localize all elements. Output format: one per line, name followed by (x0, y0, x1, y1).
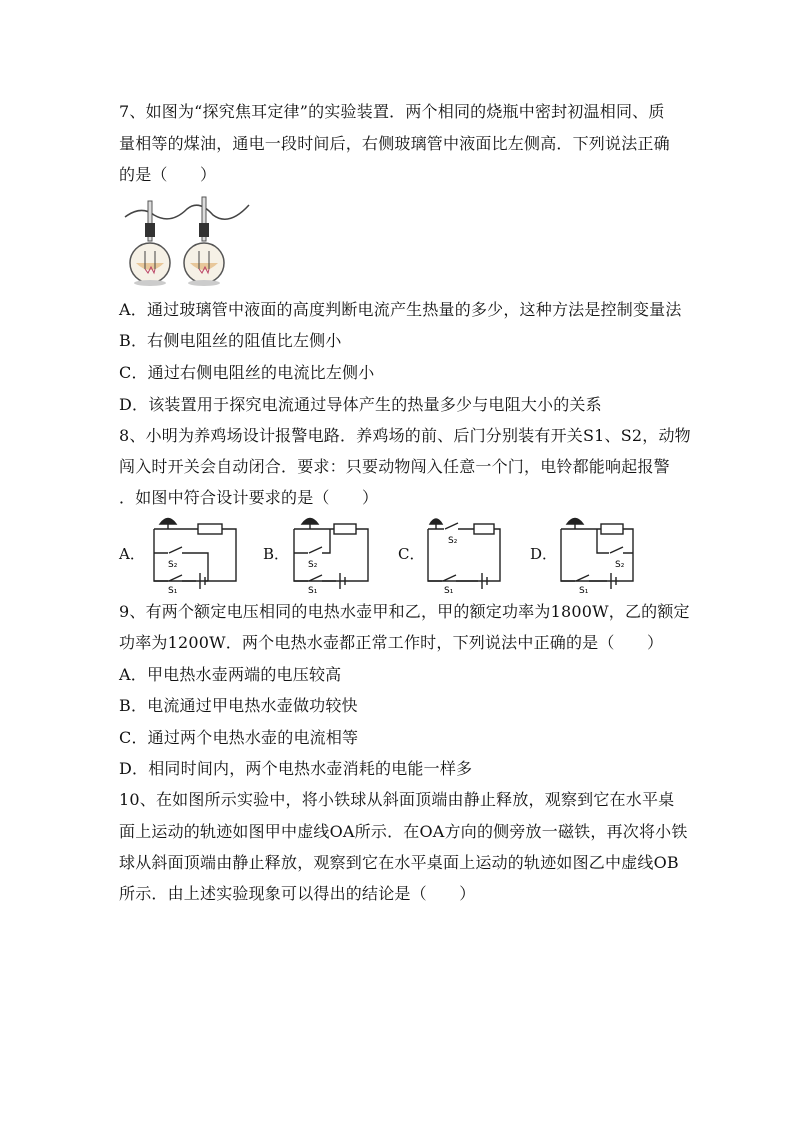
q7-stem-line-3: 的是（ ） (119, 165, 217, 184)
circuit-a-diagram (148, 515, 240, 595)
q7-stem-line-2: 量相等的煤油，通电一段时间后，右侧玻璃管中液面比左侧高．下列说法正确 (119, 134, 670, 153)
circuit-d-s1-label: S₁ (579, 586, 589, 595)
q10-stem-line-3: 球从斜面顶端由静止释放，观察到它在水平桌面上运动的轨迹如图乙中虚线OB (119, 853, 679, 872)
circuit-a-s2-label: S₂ (168, 560, 178, 570)
circuit-d-diagram (557, 515, 637, 595)
circuit-b-diagram (290, 515, 372, 595)
q9-option-a: A．甲电热水壶两端的电压较高 (119, 665, 342, 684)
circuit-a-s1-label: S₁ (168, 586, 178, 595)
q7-option-b: B．右侧电阻丝的阻值比左侧小 (119, 331, 342, 350)
circuit-b-s2-label: S₂ (308, 560, 318, 570)
circuit-c-s2-label: S₂ (448, 536, 458, 546)
q9-stem-line-2: 功率为1200W．两个电热水壶都正常工作时，下列说法中正确的是（ ） (119, 633, 664, 652)
circuit-d-label: D． (530, 545, 558, 563)
q8-stem-line-2: 闯入时开关会自动闭合．要求：只要动物闯入任意一个门，电铃都能响起报警 (119, 457, 670, 476)
circuit-b-label: B． (263, 545, 290, 563)
circuit-c-s1-label: S₁ (444, 586, 454, 595)
joule-law-apparatus-figure (121, 195, 253, 287)
q9-option-c: C．通过两个电热水壶的电流相等 (119, 728, 359, 747)
q10-stem-line-4: 所示．由上述实验现象可以得出的结论是（ ） (119, 884, 476, 903)
q9-option-b: B．电流通过甲电热水壶做功较快 (119, 696, 358, 715)
circuit-a-label: A． (119, 545, 145, 563)
q7-option-a: A．通过玻璃管中液面的高度判断电流产生热量的多少，这种方法是控制变量法 (119, 300, 682, 319)
circuit-c-diagram (424, 515, 504, 595)
q9-option-d: D．相同时间内，两个电热水壶消耗的电能一样多 (119, 759, 473, 778)
q10-stem-line-1: 10、在如图所示实验中，将小铁球从斜面顶端由静止释放，观察到它在水平桌 (119, 790, 675, 809)
q7-stem-line-1: 7、如图为“探究焦耳定律”的实验装置．两个相同的烧瓶中密封初温相同、质 (119, 102, 665, 121)
circuit-c-label: C． (398, 545, 425, 563)
q9-stem-line-1: 9、有两个额定电压相同的电热水壶甲和乙，甲的额定功率为1800W，乙的额定 (119, 602, 690, 621)
circuit-b-s1-label: S₁ (308, 586, 318, 595)
q10-stem-line-2: 面上运动的轨迹如图甲中虚线OA所示．在OA方向的侧旁放一磁铁，再次将小铁 (119, 822, 688, 841)
q7-option-d: D．该装置用于探究电流通过导体产生的热量多少与电阻大小的关系 (119, 395, 602, 414)
q8-stem-line-1: 8、小明为养鸡场设计报警电路．养鸡场的前、后门分别装有开关S1、S2，动物 (119, 426, 691, 445)
q7-option-c: C．通过右侧电阻丝的电流比左侧小 (119, 363, 375, 382)
q8-stem-line-3: ．如图中符合设计要求的是（ ） (119, 488, 379, 507)
circuit-d-s2-label: S₂ (615, 560, 625, 570)
